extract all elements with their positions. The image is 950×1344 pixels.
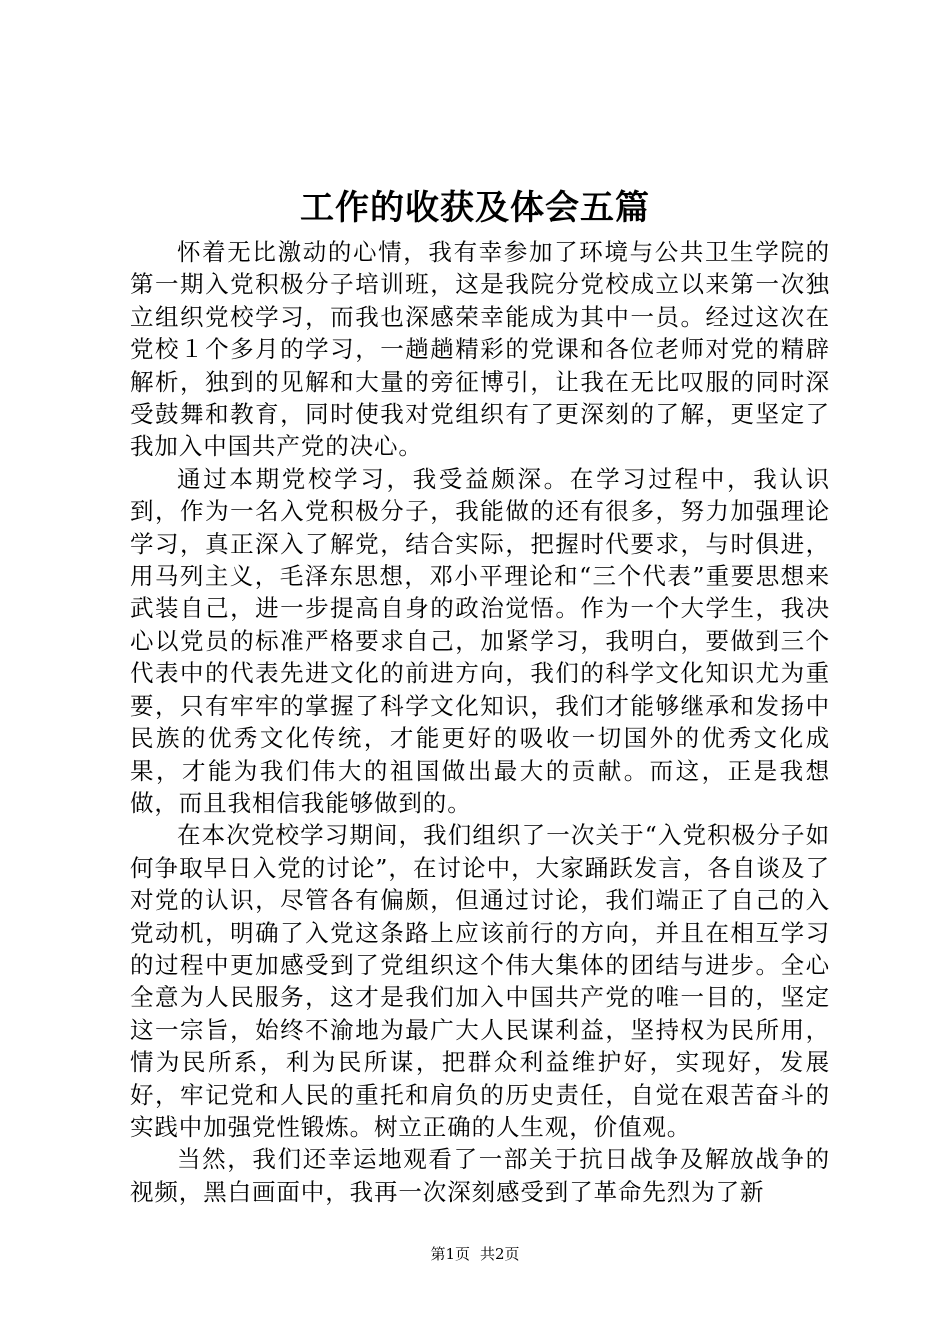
document-body bbox=[130, 236, 830, 1208]
paragraph-3: 在本次党校学习期间，我们组织了一次关于“入党积极分子如何争取早日入党的讨论”，在讨论中，大家踊跃发言，各自谈及了对党的认识，尽管各有偏颇，但通过讨论，我们端正了自己的入党动机，明确了入党这条路上应该前行的方向，并且在相互学习的过程中更加感受到了党组织这个伟大集体的团结与进步。全心全意为人民服务，这才是我们加入中国共产党的唯一目的，坚定这一宗旨，始终不渝地为最广大人民谋利益，坚持权为民所用，情为民所系，利为民所谋，把群众利益维护好，实现好，发展好，牢记党和人民的重托和肩负的历史责任，自觉在艰苦奋斗的实践中加强党性锻炼。树立正确的人生观，价值观。 bbox=[130, 821, 830, 1141]
paragraph-2: 通过本期党校学习，我受益颇深。在学习过程中，我认识到，作为一名入党积极分子，我能做的还有很多，努力加强理论学习，真正深入了解党，结合实际，把握时代要求，与时俱进，用马列主义，毛泽东思想，邓小平理论和“三个代表”重要思想来武装自己，进一步提高自身的政治觉悟。作为一个大学生，我决心以党员的标准严格要求自己，加紧学习，我明白，要做到三个代表中的代表先进文化的前进方向，我们的科学文化知识尤为重要，只有牢牢的掌握了科学文化知识，我们才能够继承和发扬中民族的优秀文化传统，才能更好的吸收一切国外的优秀文化成果，才能为我们伟大的祖国做出最大的贡献。而这，正是我想做，而且我相信我能够做到的。 bbox=[130, 464, 830, 817]
paragraph-1: 怀着无比激动的心情，我有幸参加了环境与公共卫生学院的第一期入党积极分子培训班，这是我院分党校成立以来第一次独立组织党校学习，而我也深感荣幸能成为其中一员。经过这次在党校１个多月的学习，一趟趟精彩的党课和各位老师对党的精辟解析，独到的见解和大量的旁征博引，让我在无比叹服的同时深受鼓舞和教育，同时使我对党组织有了更深刻的了解，更坚定了我加入中国共产党的决心。 bbox=[130, 238, 830, 461]
page-total: 共2页 bbox=[480, 1245, 520, 1263]
paragraph-4: 当然，我们还幸运地观看了一部关于抗日战争及解放战争的视频，黑白画面中，我再一次深刻感受到了革命先烈为了新 bbox=[130, 1145, 830, 1206]
document-title: 工作的收获及体会五篇 bbox=[300, 188, 650, 228]
page-footer bbox=[0, 1244, 950, 1264]
page-number: 第1页 bbox=[430, 1245, 470, 1263]
